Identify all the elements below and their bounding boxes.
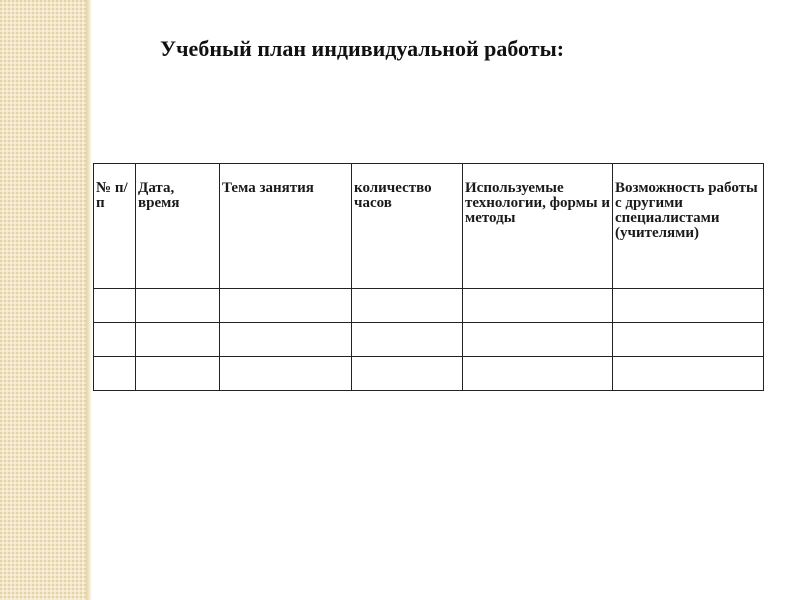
header-specialists: Возможность работы с другими специалистами (учителями) (613, 164, 764, 289)
side-strip-edge (86, 0, 92, 600)
decorative-side-strip (0, 0, 86, 600)
table-cell (463, 357, 613, 391)
table-row (94, 323, 764, 357)
table-cell (94, 289, 136, 323)
table-cell (136, 289, 220, 323)
header-hours: количество часов (352, 164, 463, 289)
table-row (94, 357, 764, 391)
table-header-row (94, 164, 764, 289)
page-title: Учебный план индивидуальной работы: (160, 36, 565, 61)
table-cell (613, 323, 764, 357)
table-row (94, 289, 764, 323)
table-cell (94, 357, 136, 391)
header-lesson-topic: Тема занятия (220, 164, 352, 289)
table-cell (136, 357, 220, 391)
table-cell (94, 323, 136, 357)
table-cell (613, 357, 764, 391)
table-cell (352, 357, 463, 391)
header-number: № п/п (94, 164, 136, 289)
table-cell (220, 323, 352, 357)
table-cell (463, 323, 613, 357)
study-plan-table (93, 163, 764, 391)
header-technologies: Используемые технологии, формы и методы (463, 164, 613, 289)
table-cell (136, 323, 220, 357)
header-date-time: Дата, время (136, 164, 220, 289)
table-cell (220, 289, 352, 323)
table-cell (220, 357, 352, 391)
table-cell (352, 323, 463, 357)
table-cell (463, 289, 613, 323)
table-cell (352, 289, 463, 323)
table-cell (613, 289, 764, 323)
